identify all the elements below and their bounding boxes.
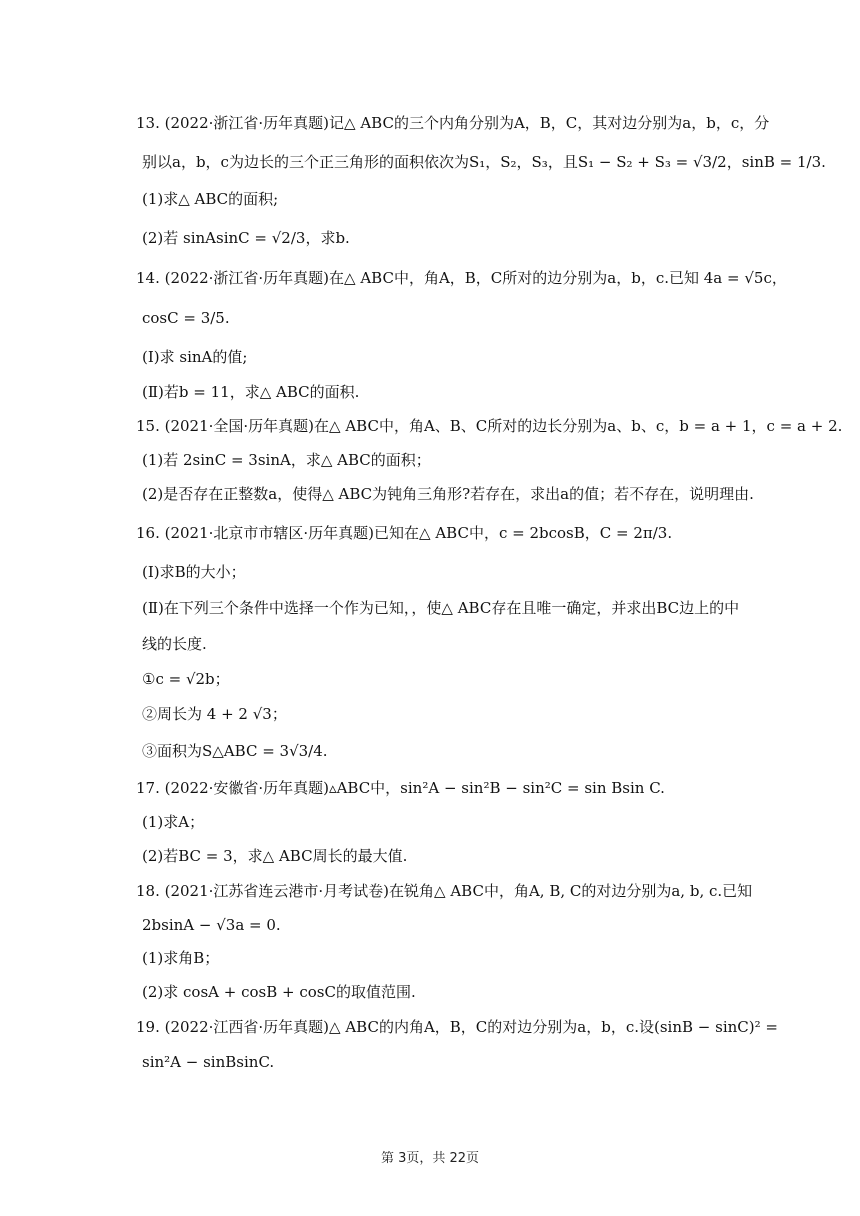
problem-15-line-1: 15. (2021·全国·历年真题)在△ ABC中，角A、B、C所对的边长分别为a、b、c，b = a + 1，c = a + 2.: [136, 417, 843, 435]
problem-16-option-3: ③面积为S△ABC = 3√3/4.: [142, 742, 328, 760]
problem-16-option-2: ②周长为 4 + 2 √3；: [142, 705, 287, 723]
page-footer: 第 3页，共 22页: [380, 1151, 480, 1166]
problem-14-line-2: cosC = 3/5.: [142, 309, 230, 327]
problem-17-part-1: (1)求A；: [142, 813, 205, 831]
problem-13-line-2: 别以a，b，c为边长的三个正三角形的面积依次为S₁，S₂，S₃，且S₁ − S₂ + S₃ = √3/2，sinB = 1/3.: [142, 153, 826, 171]
problem-18-line-2: 2bsinA − √3a = 0.: [142, 916, 281, 934]
problem-18-part-1: (1)求角B；: [142, 949, 220, 967]
problem-16-option-1: ①c = √2b；: [142, 670, 230, 688]
problem-13-line-1: 13. (2022·浙江省·历年真题)记△ ABC的三个内角分别为A，B，C，其对边分别为a，b，c，分: [136, 114, 770, 132]
problem-15-part-2: (2)是否存在正整数a，使得△ ABC为钝角三角形?若存在，求出a的值；若不存在，说明理由.: [142, 485, 754, 503]
problem-19-line-1: 19. (2022·江西省·历年真题)△ ABC的内角A，B，C的对边分别为a，b，c.设(sinB − sinC)² =: [136, 1018, 778, 1036]
problem-13-part-1: (1)求△ ABC的面积;: [142, 190, 279, 208]
problem-16-line-1: 16. (2021·北京市市辖区·历年真题)已知在△ ABC中，c = 2bcosB，C = 2π/3.: [136, 524, 673, 542]
problem-16-part-1: (Ⅰ)求B的大小；: [142, 563, 246, 581]
problem-19-line-2: sin²A − sinBsinC.: [142, 1053, 275, 1071]
problem-18-part-2: (2)求 cosA + cosB + cosC的取值范围.: [142, 983, 416, 1001]
problem-18-line-1: 18. (2021·江苏省连云港市·月考试卷)在锐角△ ABC中，角A, B, C的对边分别为a, b, c.已知: [136, 882, 753, 900]
problem-14-part-1: (I)求 sinA的值;: [142, 348, 248, 366]
problem-13-part-2: (2)若 sinAsinC = √2/3，求b.: [142, 229, 350, 247]
problem-14-line-1: 14. (2022·浙江省·历年真题)在△ ABC中，角A，B，C所对的边分别为a，b，c.已知 4a = √5c，: [136, 269, 787, 287]
problem-16-part-2-line-2: 线的长度.: [142, 635, 207, 653]
problem-16-part-2-line-1: (Ⅱ)在下列三个条件中选择一个作为已知，，使△ ABC存在且唯一确定，并求出BC边上的中: [142, 599, 740, 617]
problem-14-part-2: (Ⅱ)若b = 11，求△ ABC的面积.: [142, 383, 360, 401]
problem-17-line-1: 17. (2022·安徽省·历年真题)▵ABC中，sin²A − sin²B − sin²C = sin Bsin C.: [136, 779, 665, 797]
problem-17-part-2: (2)若BC = 3，求△ ABC周长的最大值.: [142, 847, 408, 865]
problem-15-part-1: (1)若 2sinC = 3sinA，求△ ABC的面积；: [142, 451, 431, 469]
